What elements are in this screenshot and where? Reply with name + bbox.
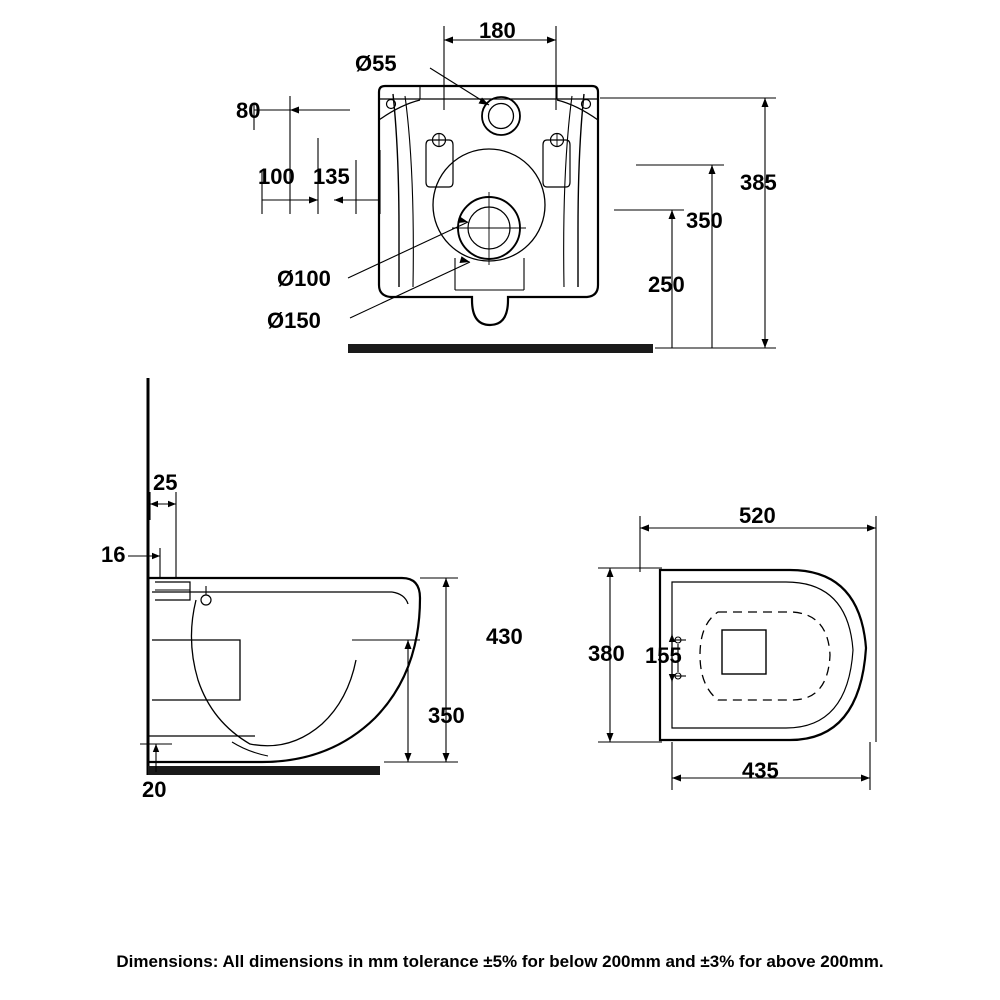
side-view-geometry <box>148 378 420 775</box>
dim-label-385: 385 <box>740 170 777 195</box>
dim-label-350-side: 350 <box>428 703 465 728</box>
dim-label-435: 435 <box>742 758 779 783</box>
dim-label-380: 380 <box>588 641 625 666</box>
dim-label-430: 430 <box>486 624 523 649</box>
side-view-dimensions <box>128 492 458 772</box>
plan-view-geometry <box>660 570 866 740</box>
dim-label-dia-100: Ø100 <box>277 266 331 291</box>
dimensions-footnote: Dimensions: All dimensions in mm tolerance ±5% for below 200mm and ±3% for above 200mm. <box>116 952 884 971</box>
dim-label-135: 135 <box>313 164 350 189</box>
dim-label-350-front: 350 <box>686 208 723 233</box>
dim-label-25: 25 <box>153 470 178 495</box>
dim-label-dia-150: Ø150 <box>267 308 321 333</box>
dim-label-20: 20 <box>142 777 167 802</box>
dim-label-16: 16 <box>101 542 126 567</box>
dim-label-520: 520 <box>739 503 776 528</box>
dim-label-dia-55: Ø55 <box>355 51 397 76</box>
front-view-geometry <box>348 86 653 353</box>
dim-label-155: 155 <box>645 643 682 668</box>
dim-label-180: 180 <box>479 18 516 43</box>
plan-view-dimensions <box>598 516 876 790</box>
dim-label-250: 250 <box>648 272 685 297</box>
dim-label-100-offset: 100 <box>258 164 295 189</box>
dim-label-80: 80 <box>236 98 261 123</box>
